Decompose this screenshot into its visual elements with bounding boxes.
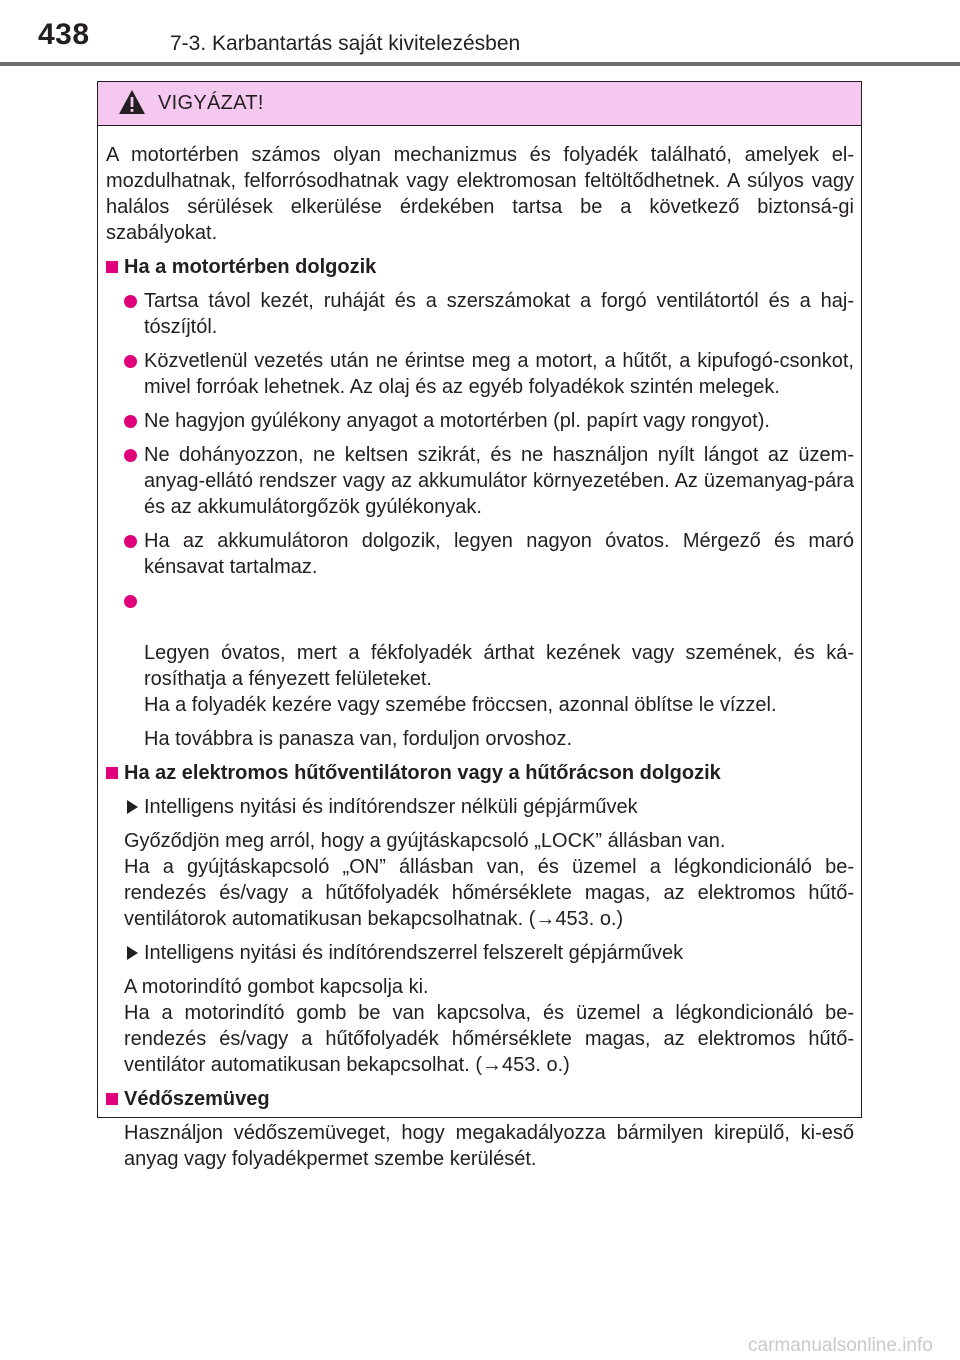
caution-content [106, 142, 854, 1180]
vehicle-type-text: Intelligens nyitási és indítórendszerrel felszerelt gépjárművek [144, 942, 684, 964]
round-bullet-icon [124, 295, 137, 308]
round-bullet-icon [124, 595, 137, 608]
round-bullet-icon [124, 415, 137, 428]
list-item-text: Legyen óvatos, mert a fékfolyadék árthat kezének vagy szemének, és ká-rosíthatja a fényezett felületeket. Ha a folyadék kezére vagy szemébe fröccsen, azonnal öblítse le vízzel. [144, 642, 854, 716]
list-item [106, 528, 854, 580]
section-heading-cooling-fan [106, 760, 854, 786]
square-bullet-icon [106, 261, 118, 273]
page-header [0, 0, 960, 64]
bullet-continuation: Ha továbbra is panasza van, forduljon orvoshoz. [144, 728, 573, 750]
list-item [106, 442, 854, 520]
list-item-text: Közvetlenül vezetés után ne érintse meg a motort, a hűtőt, a kipufogó-csonkot, mivel forróak lehetnek. Az olaj és az egyéb folyadékok szintén melegek. [144, 350, 854, 398]
vehicle-type-instructions: A motorindító gombot kapcsolja ki. Ha a motorindító gomb be van kapcsolva, és üzemel a légkondicionáló be-rendezés és/vagy a hűtőfolyadék hőmérséklete magas, az elektromos hűtő-ventilátor automatikusan bekapcsolhat. (→453. o.) [124, 976, 854, 1076]
goggles-text: Használjon védőszemüveget, hogy megakadályozza bármilyen kirepülő, ki-eső anyag vagy folyadékpermet szembe kerülését. [124, 1122, 854, 1170]
list-item-text: Ne hagyjon gyúlékony anyagot a motortérben (pl. papírt vagy rongyot). [144, 410, 770, 432]
watermark: carmanualsonline.info [748, 1335, 933, 1356]
round-bullet-icon [124, 449, 137, 462]
heading-text: Ha a motortérben dolgozik [124, 256, 377, 278]
list-item [106, 348, 854, 400]
vehicle-type-instructions: Győződjön meg arról, hogy a gyújtáskapcsoló „LOCK” állásban van. Ha a gyújtáskapcsoló „ON” állásban van, és üzemel a légkondicionáló be-rendezés és/vagy a hűtőfolyadék hőmérséklete magas, az elektromos hűtő-ventilátorok automatikusan bekapcsolhatnak. (→453. o.) [124, 830, 854, 930]
section-heading-goggles [106, 1086, 854, 1112]
list-item-text: Ne dohányozzon, ne keltsen szikrát, és ne használjon nyílt lángot az üzem-anyag-ellátó rendszer vagy az akkumulátor környezetében. Az üzemanyag-pára és az akkumulátorgőzök gyúlékonyak. [144, 444, 854, 518]
header-divider [0, 62, 960, 66]
list-item-text: Tartsa távol kezét, ruháját és a szerszámokat a forgó ventilátortól és a haj-tószíjtól. [144, 290, 854, 338]
heading-text: Védőszemüveg [124, 1088, 270, 1110]
vehicle-type-text: Intelligens nyitási és indítórendszer nélküli gépjárművek [144, 796, 638, 818]
triangle-pointer-icon [127, 946, 138, 960]
section-heading-engine-bay [106, 254, 854, 280]
section-title: 7-3. Karbantartás saját kivitelezésben [170, 32, 521, 55]
heading-text: Ha az elektromos hűtőventilátoron vagy a hűtőrácson dolgozik [124, 762, 721, 784]
intro-paragraph: A motortérben számos olyan mechanizmus és folyadék található, amelyek el-mozdulhatnak, felforrósodhatnak vagy elektromosan feltöltődhetnek. A súlyos vagy halálos sérülések elkerülése érdekében tartsa be a következő biztonsá-gi szabályokat. [106, 144, 854, 244]
list-item-text: Ha az akkumulátoron dolgozik, legyen nagyon óvatos. Mérgező és maró kénsavat tartalmaz. [144, 530, 854, 578]
triangle-pointer-icon [127, 800, 138, 814]
round-bullet-icon [124, 355, 137, 368]
vehicle-type-label [106, 794, 854, 820]
square-bullet-icon [106, 767, 118, 779]
caution-box [97, 81, 862, 1170]
vehicle-type-label [106, 940, 854, 966]
warning-triangle-icon [118, 89, 146, 115]
list-item [106, 408, 854, 434]
round-bullet-icon [124, 535, 137, 548]
list-item [106, 588, 854, 718]
page-number: 438 [38, 18, 90, 51]
list-item [106, 288, 854, 340]
caution-title: VIGYÁZAT! [158, 92, 264, 114]
square-bullet-icon [106, 1093, 118, 1105]
caution-header [98, 82, 861, 126]
